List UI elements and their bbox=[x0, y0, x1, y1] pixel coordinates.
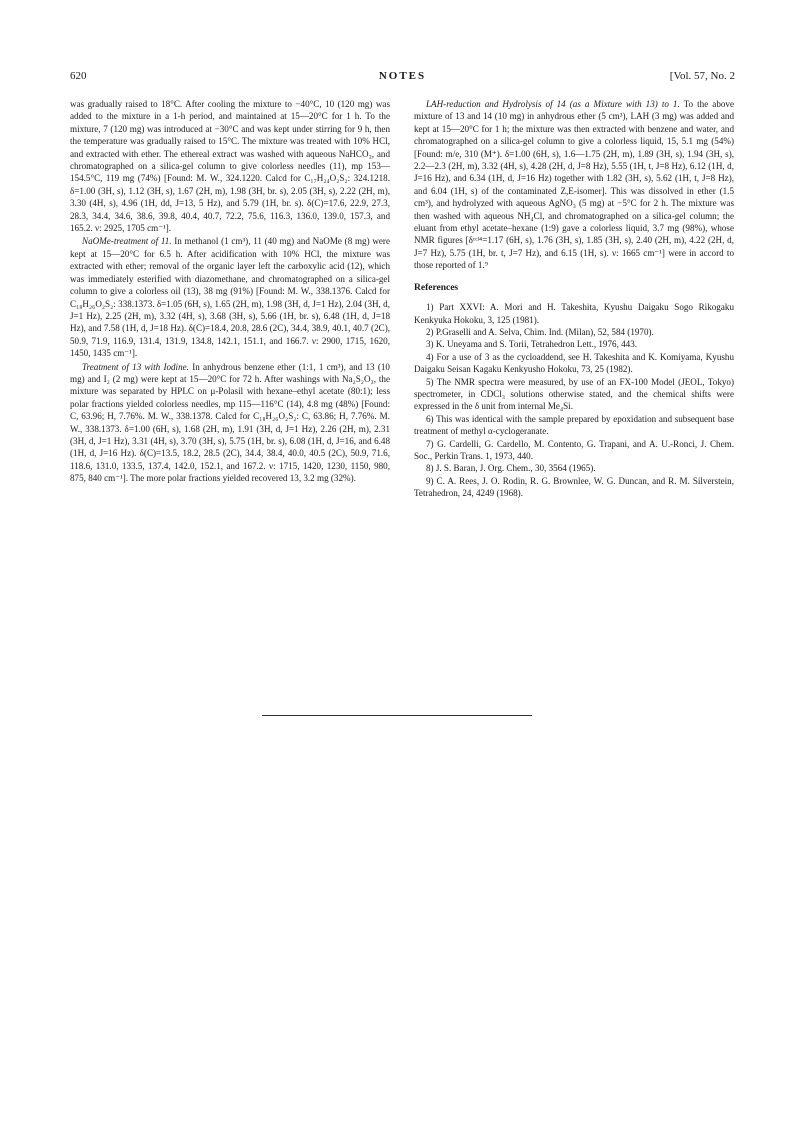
reference-item: 9) C. A. Rees, J. O. Rodin, R. G. Brownlee, W. G. Duncan, and R. M. Silverstein, Tetrahedron, 24, 4249 (1968). bbox=[414, 475, 734, 499]
page-number: 620 bbox=[70, 70, 87, 82]
section-run-in-heading: LAH-reduction and Hydrolysis of 14 (as a Mixture with 13) to 1. bbox=[426, 99, 680, 109]
references-heading: References bbox=[414, 282, 459, 293]
paragraph-text: In methanol (1 cm³), 11 (40 mg) and NaOMe (8 mg) were kept at 15—20°C for 6.5 h. After acidification with 10% HCl, the mixture was extracted with ether; removal of the organic layer left the carboxylic acid (12), which was immediately esterified with diazomethane, and chromatographed on a silica-gel column to give a colorless oil (13), 38 mg (91%) [Found: M. W., 338.1376. Calcd for C₁₈H₂₆O₂S₂: 338.1373. δ=1.05 (6H, s), 1.65 (2H, m), 1.98 (3H, d, J=1 Hz), 2.04 (3H, d, J=1 Hz), 2.25 (2H, m), 3.32 (4H, s), 3.68 (3H, s), 5.66 (1H, br. s), 6.48 (1H, d, J=18 Hz), and 7.58 (1H, d, J=18 Hz). δ(C)=18.4, 20.8, 28.6 (2C), 34.4, 38.9, 40.1, 40.7 (2C), 50.9, 71.9, 116.9, 131.4, 131.9, 134.8, 142.1, 151.1, and 166.7. ν: 2900, 1715, 1620, 1450, 1435 cm⁻¹]. bbox=[70, 236, 390, 359]
reference-item: 5) The NMR spectra were measured, by use of an FX-100 Model (JEOL, Tokyo) spectrometer, in CDCl₃ solutions otherwise stated, and the chemical shifts were expressed in the δ unit from internal Me₄Si. bbox=[414, 376, 734, 412]
volume-label: [Vol. 57, No. 2 bbox=[669, 70, 735, 82]
paragraph bbox=[70, 361, 390, 485]
running-title: NOTES bbox=[378, 70, 427, 82]
section-run-in-heading: Treatment of 13 with Iodine. bbox=[82, 361, 189, 372]
reference-item: 2) P.Graselli and A. Selva, Chim. Ind. (Milan), 52, 584 (1970). bbox=[426, 326, 654, 337]
reference-item: 4) For a use of 3 as the cycloaddend, see H. Takeshita and K. Komiyama, Kyushu Daigaku Seisan Kagaku Kenkyusho Hokoku, 73, 25 (1982). bbox=[414, 351, 734, 375]
section-run-in-heading: NaOMe-treatment of 11. bbox=[82, 236, 172, 247]
paragraph bbox=[414, 98, 734, 272]
end-rule bbox=[262, 715, 532, 716]
right-column bbox=[414, 98, 734, 500]
paragraph-text: To the above mixture of 13 and 14 (10 mg) in anhydrous ether (5 cm³), LAH (3 mg) was added and kept at 15—20°C for 1 h; the mixture was then extracted with benzene and water, and chromatographed on a silica-gel column to give a colorless liquid, 15, 5.1 mg (54%) [Found: m/e, 310 (M⁺). δ=1.00 (6H, s), 1.6—1.75 (2H, m), 1.89 (3H, s), 1.94 (3H, s), 2.2—2.3 (2H, m), 3.32 (4H, s), 4.28 (2H, d, J=8 Hz), 5.55 (1H, t, J=8 Hz), 6.12 (1H, d, J=16 Hz), and 6.34 (1H, d, J=16 Hz) together with 1.82 (3H, s), 5.62 (1H, t, J=8 Hz), and 6.04 (1H, s) of the contaminated Z,E-isomer]. This was dissolved in ether (1.5 cm³), and hydrolyzed with aqueous AgNO₃ (5 mg) at −5°C for 2 h. The mixture was then washed with aqueous NH₄Cl, and chromatographed on a silica-gel column; the eluant from ethyl acetate–hexane (1:9) gave a colorless liquid, 3.7 mg (98%), whose NMR figures [δᶜᶜˡ⁴=1.17 (6H, s), 1.76 (3H, s), 1.85 (3H, s), 2.40 (2H, m), 4.22 (2H, d, J=7 Hz), 5.75 (1H, br. t, J=7 Hz), and 6.15 (1H, s). ν: 1665 cm⁻¹] were in accord to those reported of 1.⁹ bbox=[414, 99, 734, 271]
page-header bbox=[70, 70, 735, 86]
reference-item: 7) G. Cardelli, G. Cardello, M. Contento, G. Trapani, and A. U.-Ronci, J. Chem. Soc., Perkin Trans. 1, 1973, 440. bbox=[414, 438, 734, 461]
paragraph bbox=[70, 235, 390, 359]
paragraph: was gradually raised to 18°C. After cooling the mixture to −40°C, 10 (120 mg) was added to the mixture in a 1-h period, and maintained at 15—20°C for 1 h. To the mixture, 7 (120 mg) was introduced at −30°C and was kept under stirring for 9 h, then the temperature was gradually raised to 15°C. The mixture was treated with 10% HCl, and extracted with ether. The ethereal extract was washed with aqueous NaHCO₃, and chromatographed on a silica-gel column to give colorless needles (11), mp 153—154.5°C, 119 mg (74%) [Found: M. W., 324.1220. Calcd for C₁₇H₂₄O₂S₂: 324.1218. δ=1.00 (3H, s), 1.12 (3H, s), 1.67 (2H, m), 1.98 (3H, br. s), 2.05 (3H, s), 2.22 (2H, m), 3.30 (4H, s), 4.96 (1H, dd, J=13, 5 Hz), and 5.79 (1H, br. s). δ(C)=17.6, 22.9, 27.3, 28.3, 34.4, 34.6, 38.6, 39.8, 40.4, 40.7, 72.2, 75.6, 116.3, 136.0, 139.0, 157.3, and 165.2. ν: 2925, 1705 cm⁻¹]. bbox=[70, 99, 390, 234]
paragraph-text: In anhydrous benzene ether (1:1, 1 cm³), and 13 (10 mg) and I₂ (2 mg) were kept at 15—20°C for 72 h. After washings with Na₂S₂O₃, the mixture was separated by HPLC on μ-Polasil with hexane–ethyl acetate (80:1); less polar fractions yielded colorless needles, mp 115—116°C (14), 4.8 mg (48%) [Found: C, 63.96; H, 7.76%. M. W., 338.1378. Calcd for C₁₈H₂₆O₂S₂: C, 63.86; H, 7.76%. M. W., 338.1373. δ=1.00 (6H, s), 1.68 (2H, m), 1.91 (3H, d, J=1 Hz), 2.26 (2H, m), 2.31 (3H, d, J=1 Hz), 3.31 (4H, s), 3.70 (3H, s), 5.75 (1H, br. s), 6.08 (1H, d, J=16, and 6.48 (1H, d, J=16 Hz). δ(C)=13.5, 18.2, 28.5 (2C), 34.4, 38.4, 40.0, 40.5 (2C), 50.9, 71.6, 118.6, 131.0, 133.5, 137.4, 142.0, 152.1, and 167.2. ν: 1715, 1420, 1230, 1150, 980, 875, 840 cm⁻¹]. The more polar fractions yielded recovered 13, 3.2 mg (32%). bbox=[70, 361, 390, 484]
reference-item: 8) J. S. Baran, J. Org. Chem., 30, 3564 (1965). bbox=[426, 463, 596, 474]
reference-item: 6) This was identical with the sample prepared by epoxidation and subsequent base treatment of methyl α-cyclogeranate. bbox=[414, 413, 734, 437]
reference-item: 3) K. Uneyama and S. Torii, Tetrahedron Lett., 1976, 443. bbox=[426, 339, 638, 350]
reference-item: 1) Part XXVI: A. Mori and H. Takeshita, Kyushu Daigaku Sogo Rikogaku Kenkyuka Hokoku, 3, 125 (1981). bbox=[414, 302, 734, 325]
left-column bbox=[70, 98, 390, 485]
